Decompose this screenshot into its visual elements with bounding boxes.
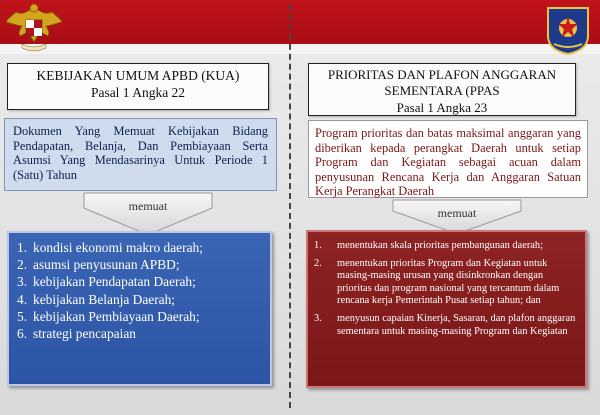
- ppas-arrow-label: memuat: [437, 206, 477, 220]
- kua-title: KEBIJAKAN UMUM APBD (KUA): [36, 68, 240, 83]
- kua-arrow-label: memuat: [128, 199, 168, 213]
- column-divider: [289, 4, 291, 408]
- header-band: [0, 0, 600, 52]
- list-item: 1. kondisi ekonomi makro daerah;: [17, 240, 203, 255]
- kua-description: Dokumen Yang Memuat Kebijakan Bidang Pendapatan, Belanja, Dan Pembiayaan Serta Asumsi Yang Mendasarinya Untuk Periode 1 (Satu) Tahun: [4, 118, 277, 191]
- kua-contents-list: [7, 231, 272, 386]
- list-item: 5. kebijakan Pembiayaan Daerah;: [17, 308, 200, 324]
- list-item: 4. kebijakan Belanja Daerah;: [17, 291, 176, 307]
- list-item: 6. strategi pencapaian: [17, 326, 136, 342]
- header-stripe: [0, 44, 600, 54]
- ppas-article: Pasal 1 Angka 23: [396, 99, 488, 115]
- kua-title-box: [7, 63, 269, 110]
- ppas-title-line1: PRIORITAS DAN PLAFON ANGGARAN: [327, 67, 557, 82]
- kua-article: Pasal 1 Angka 22: [90, 84, 186, 100]
- list-item: 3. kebijakan Pendapatan Daerah;: [17, 274, 196, 290]
- list-item: 3. menyusun capaian Kinerja, Sasaran, dan plafon anggaran sementara untuk masing-masing Program dan Kegiatan: [314, 312, 576, 337]
- garuda-emblem-icon: [6, 2, 62, 54]
- ppas-contents-list: [306, 230, 587, 388]
- list-item: 2. asumsi penyusunan APBD;: [17, 257, 180, 273]
- regional-emblem-icon: [544, 4, 592, 56]
- ppas-title-line2: SEMENTARA (PPAS: [384, 83, 500, 99]
- list-item: 2. menentukan prioritas Program dan Kegiatan untuk masing-masing urusan yang disinkronkan dengan prioritas dan program nasional yang tercantum dalam rencana kerja Pemerintah Pusat setiap tahun; dan: [314, 257, 560, 307]
- ppas-description: Program prioritas dan batas maksimal anggaran yang diberikan kepada perangkat Daerah untuk setiap Program dan Kegiatan sebagai acuan dalam penyusunan Rencana Kerja dan Anggaran Satuan Kerja Perangkat Daerah: [308, 120, 588, 198]
- list-item: 1. menentukan skala prioritas pembangunan daerah;: [314, 240, 544, 251]
- ppas-title-box: [308, 63, 576, 116]
